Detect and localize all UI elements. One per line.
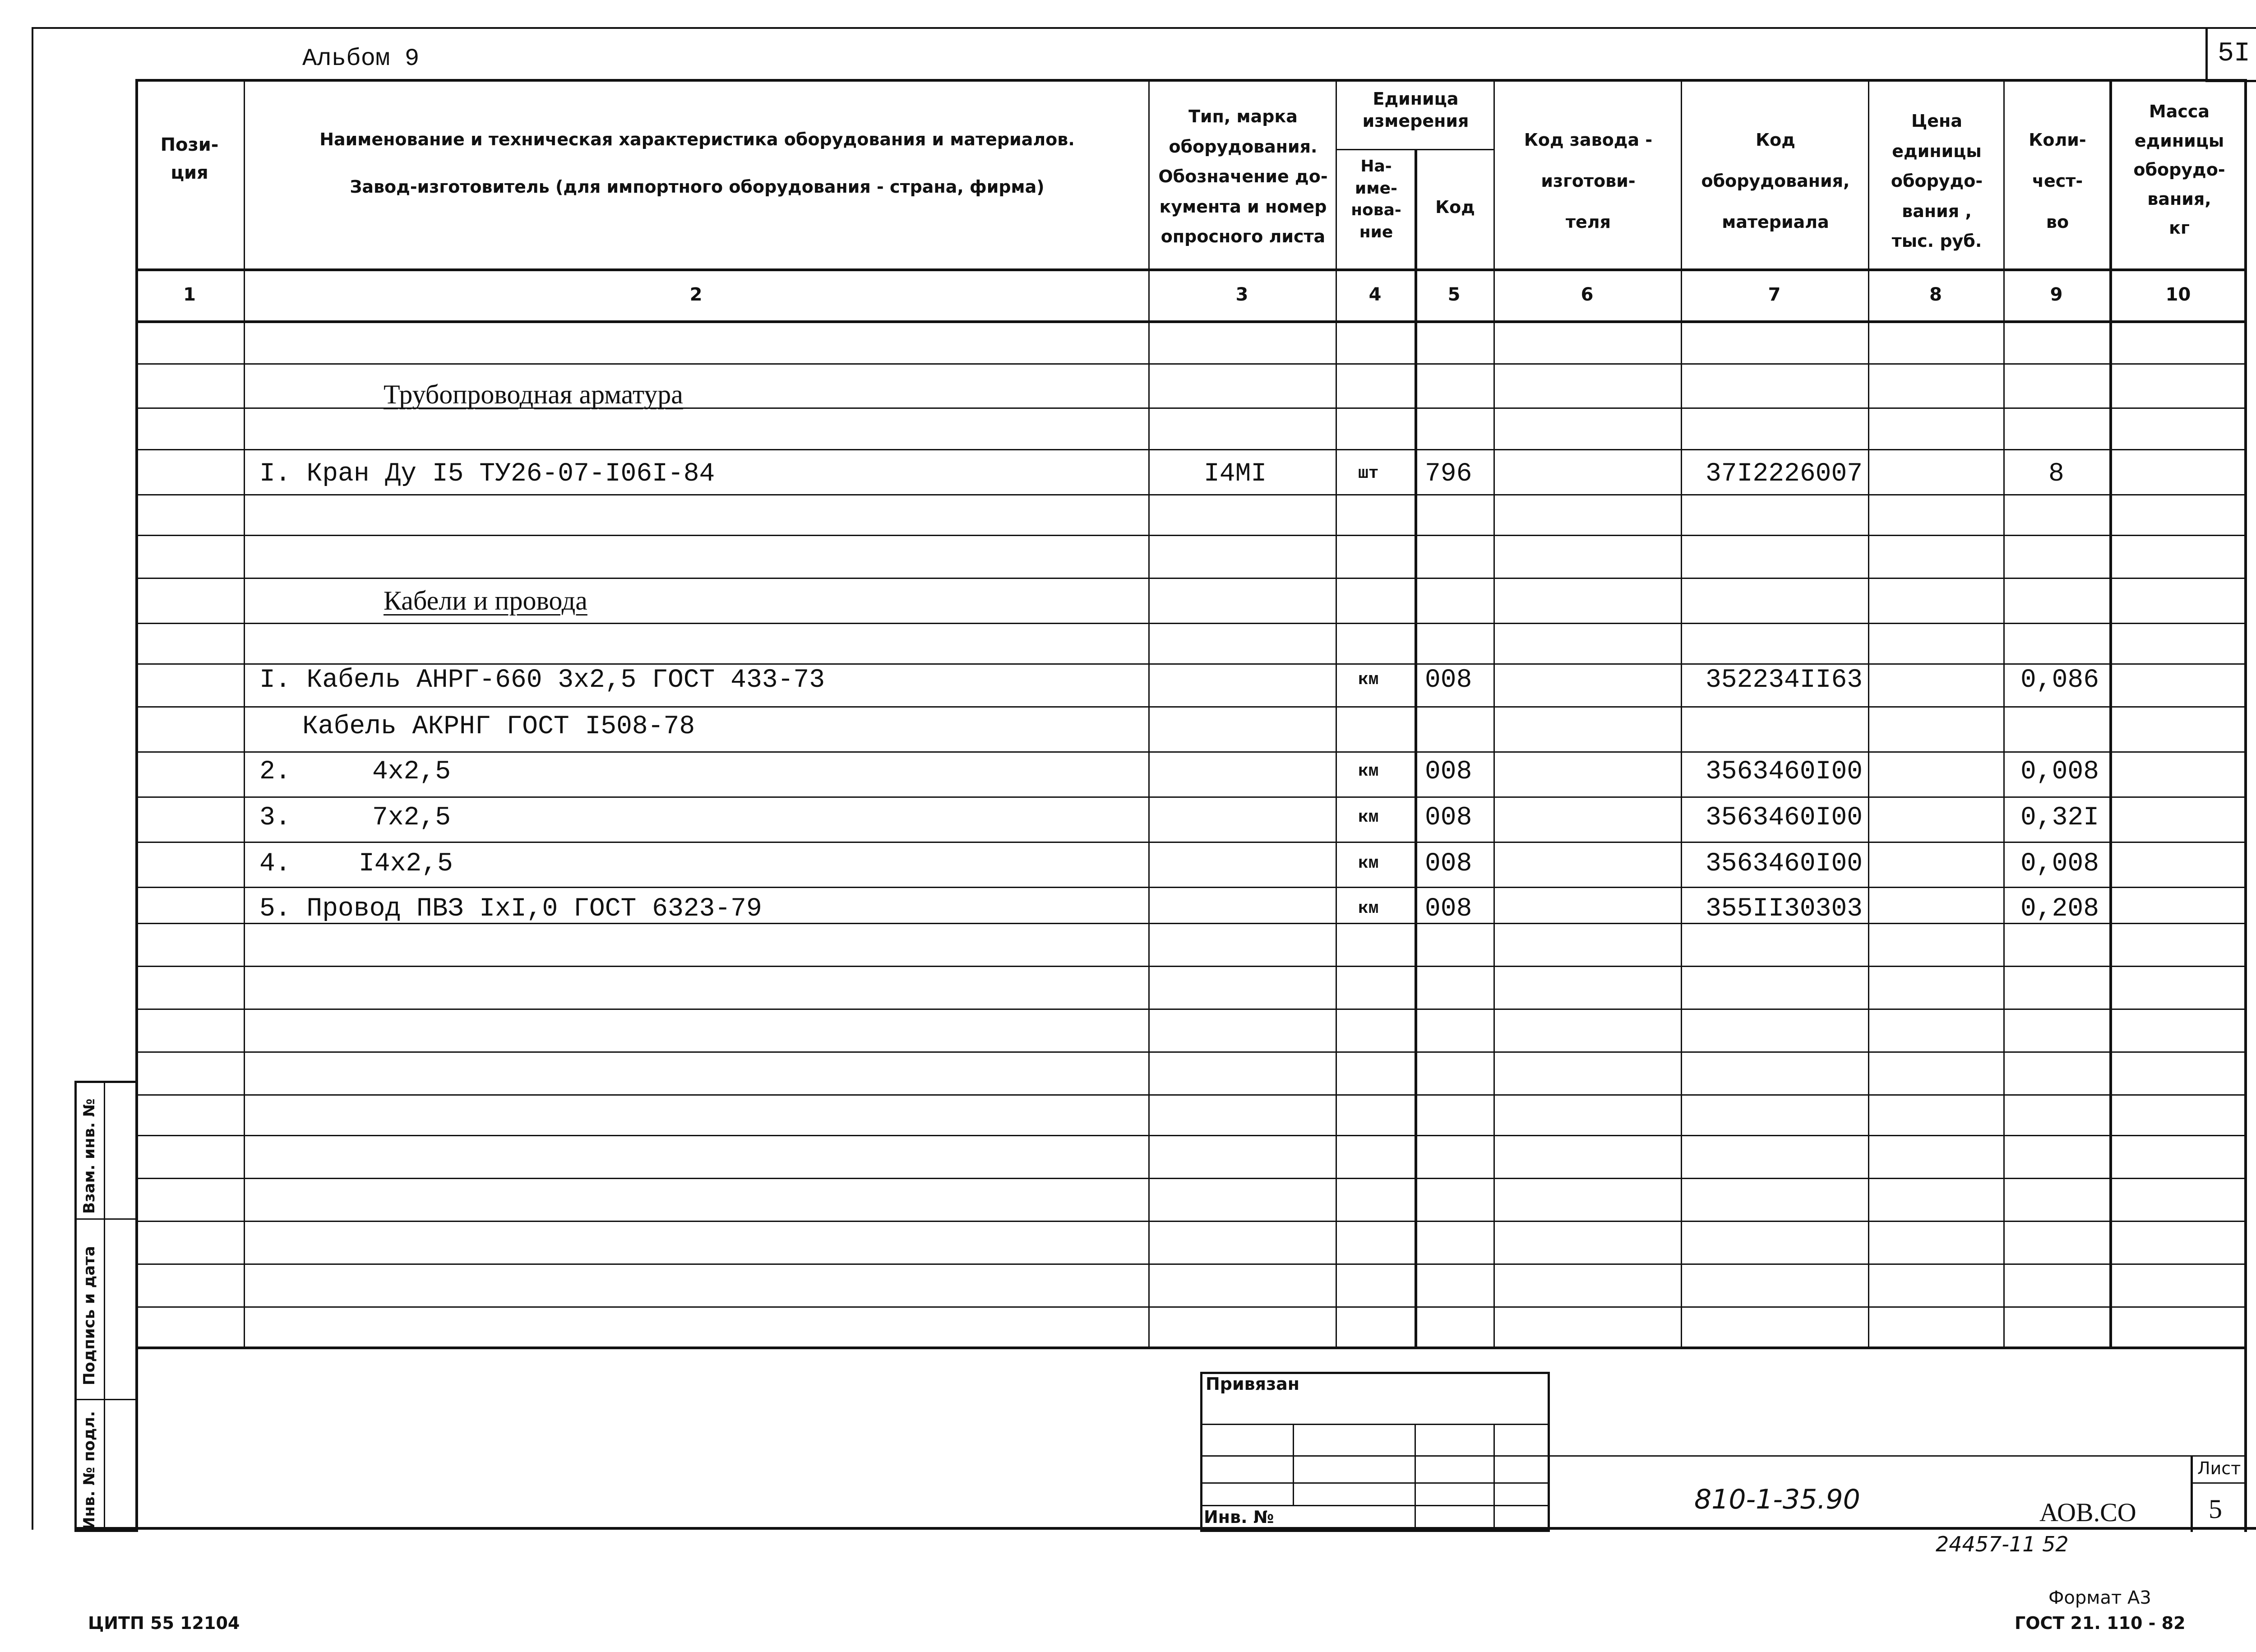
col-line-3 — [1336, 79, 1337, 1349]
row5-code: 008 — [1425, 849, 1472, 879]
colnum-7: 7 — [1768, 284, 1781, 305]
header-name-line2: Завод-изготовитель (для импортного оборудования - страна, фирма) — [350, 177, 1045, 197]
row3-unit: км — [1358, 762, 1379, 781]
footer-gost: ГОСТ 21. 110 - 82 — [2015, 1613, 2186, 1633]
row3-name: 4х2,5 — [372, 757, 451, 787]
row-line-21 — [135, 1221, 2247, 1222]
header-factory-code: Код завода - изготови- теля — [1524, 130, 1653, 232]
row2-name: I. Кабель АНРГ-660 3х2,5 ГОСТ 433-73 — [259, 666, 825, 695]
row2-material: 352234II63 — [1706, 666, 1863, 695]
row-line-20 — [135, 1178, 2247, 1179]
stamp-frame — [135, 1347, 2247, 1532]
unit-group-line — [1336, 149, 1493, 150]
row5-material: 3563460I00 — [1706, 849, 1863, 879]
colnum-5: 5 — [1447, 284, 1461, 305]
colnum-3: 3 — [1235, 284, 1248, 305]
row1-material: 37I2226007 — [1706, 459, 1863, 489]
colnum-2: 2 — [689, 284, 703, 305]
inv-no-label: Инв. № — [1204, 1507, 1274, 1527]
colnum-1: 1 — [183, 284, 196, 305]
row-line-17 — [135, 1051, 2247, 1053]
privyazan-col-3 — [1493, 1424, 1495, 1532]
side-label-vzam: Взам. инв. № — [80, 1098, 98, 1214]
row6-name: 5. Провод ПВЗ IхI,0 ГОСТ 6323-79 — [259, 894, 762, 924]
row3-code: 008 — [1425, 757, 1472, 787]
row-line-1 — [135, 363, 2247, 365]
doc-code: 810-1-35.90 — [1694, 1484, 1860, 1515]
header-bottom-line — [135, 268, 2247, 271]
row2-code: 008 — [1425, 666, 1472, 695]
privyazan-line-4 — [1200, 1505, 1550, 1506]
title-block-top — [1550, 1455, 2247, 1457]
row-line-9 — [135, 706, 2247, 708]
row-line-23 — [135, 1306, 2247, 1308]
row1-name: I. Кран Ду I5 ТУ26-07-I06I-84 — [259, 459, 715, 489]
privyazan-col-2 — [1415, 1424, 1416, 1532]
row-line-6 — [135, 578, 2247, 579]
row4-num: 3. — [259, 803, 291, 833]
row-line-5 — [135, 535, 2247, 536]
col-line-1 — [244, 79, 245, 1349]
sheet-box-divider — [2191, 1482, 2247, 1484]
sheet-label: Лист — [2197, 1458, 2241, 1478]
row-line-8 — [135, 663, 2247, 665]
row4-name: 7х2,5 — [372, 803, 451, 833]
header-position: Пози- ция — [160, 134, 219, 183]
row5-name: I4х2,5 — [359, 849, 453, 879]
footer-code: ЦИТП 55 12104 — [88, 1613, 240, 1633]
side-label-inv: Инв. № подл. — [80, 1411, 98, 1530]
header-unit-name: На- име- нова- ние — [1351, 157, 1401, 241]
sheet-number: 5 — [2209, 1494, 2222, 1524]
header-price: Цена единицы оборудо- вания , тыс. руб. — [1891, 111, 1983, 251]
privyazan-label: Привязан — [1206, 1374, 1300, 1394]
row-line-7 — [135, 623, 2247, 624]
header-unit-code: Код — [1435, 197, 1475, 217]
privyazan-col-1 — [1293, 1424, 1294, 1505]
row-line-10 — [135, 751, 2247, 753]
colnum-6: 6 — [1581, 284, 1594, 305]
row4-code: 008 — [1425, 803, 1472, 833]
left-border — [32, 27, 33, 1530]
row1-type: I4MI — [1204, 459, 1267, 489]
row-line-4 — [135, 494, 2247, 495]
header-unit-group: Единица измерения — [1362, 89, 1469, 131]
header-type: Тип, марка оборудования. Обозначение до- кумента и номер опросного листа — [1158, 106, 1328, 246]
row2-unit: км — [1358, 670, 1379, 689]
header-mass: Масса единицы оборудо- вания, кг — [2133, 102, 2225, 238]
row6-quantity: 0,208 — [2020, 894, 2099, 924]
privyazan-line-1 — [1200, 1424, 1550, 1425]
row1-unit: шт — [1358, 464, 1379, 483]
side-strip-divider — [104, 1081, 105, 1532]
handwritten-number: 24457-11 52 — [1936, 1532, 2069, 1556]
side-label-podpis: Подпись и дата — [80, 1246, 98, 1385]
privyazan-line-2 — [1200, 1455, 1550, 1457]
row4-quantity: 0,32I — [2020, 803, 2099, 833]
privyazan-line-3 — [1200, 1482, 1550, 1484]
row5-quantity: 0,008 — [2020, 849, 2099, 879]
row1-quantity: 8 — [2048, 459, 2064, 489]
row6-material: 355II30303 — [1706, 894, 1863, 924]
side-strip-line-1 — [74, 1218, 138, 1220]
row5-unit: км — [1358, 854, 1379, 873]
colnum-8: 8 — [1929, 284, 1942, 305]
section-heading-valves: Трубопроводная арматура — [384, 379, 683, 409]
row5-num: 4. — [259, 849, 291, 879]
row4-material: 3563460I00 — [1706, 803, 1863, 833]
row-line-19 — [135, 1135, 2247, 1136]
row3-material: 3563460I00 — [1706, 757, 1863, 787]
row-line-13 — [135, 887, 2247, 888]
footer-format: Формат А3 — [2048, 1587, 2151, 1608]
side-strip-line-2 — [74, 1399, 138, 1400]
row-line-3 — [135, 449, 2247, 450]
row-line-12 — [135, 842, 2247, 843]
album-label: Альбом 9 — [302, 45, 420, 73]
section-heading-cables: Кабели и провода — [384, 586, 587, 615]
colnum-4: 4 — [1368, 284, 1382, 305]
row3-num: 2. — [259, 757, 291, 787]
row-line-16 — [135, 1009, 2247, 1010]
row2b-name: Кабель АКРНГ ГОСТ I508-78 — [302, 712, 695, 741]
colnum-9: 9 — [2050, 284, 2063, 305]
row6-unit: км — [1358, 899, 1379, 918]
row6-code: 008 — [1425, 894, 1472, 924]
page-number: 5I — [2218, 38, 2251, 69]
row-line-15 — [135, 966, 2247, 967]
row2-quantity: 0,086 — [2020, 666, 2099, 695]
colnum-10: 10 — [2165, 284, 2191, 305]
header-material-code: Код оборудования, материала — [1701, 130, 1850, 232]
header-name-line1: Наименование и техническая характеристика оборудования и материалов. — [319, 130, 1075, 149]
row3-quantity: 0,008 — [2020, 757, 2099, 787]
top-border — [32, 27, 2256, 29]
row1-code: 796 — [1425, 459, 1472, 489]
row-line-22 — [135, 1263, 2247, 1265]
doc-mark: АОВ.СО — [2039, 1498, 2136, 1527]
row-line-11 — [135, 796, 2247, 798]
row-line-18 — [135, 1094, 2247, 1096]
row4-unit: км — [1358, 808, 1379, 827]
header-quantity: Коли- чест- во — [2029, 130, 2086, 232]
col-line-2 — [1148, 79, 1150, 1349]
